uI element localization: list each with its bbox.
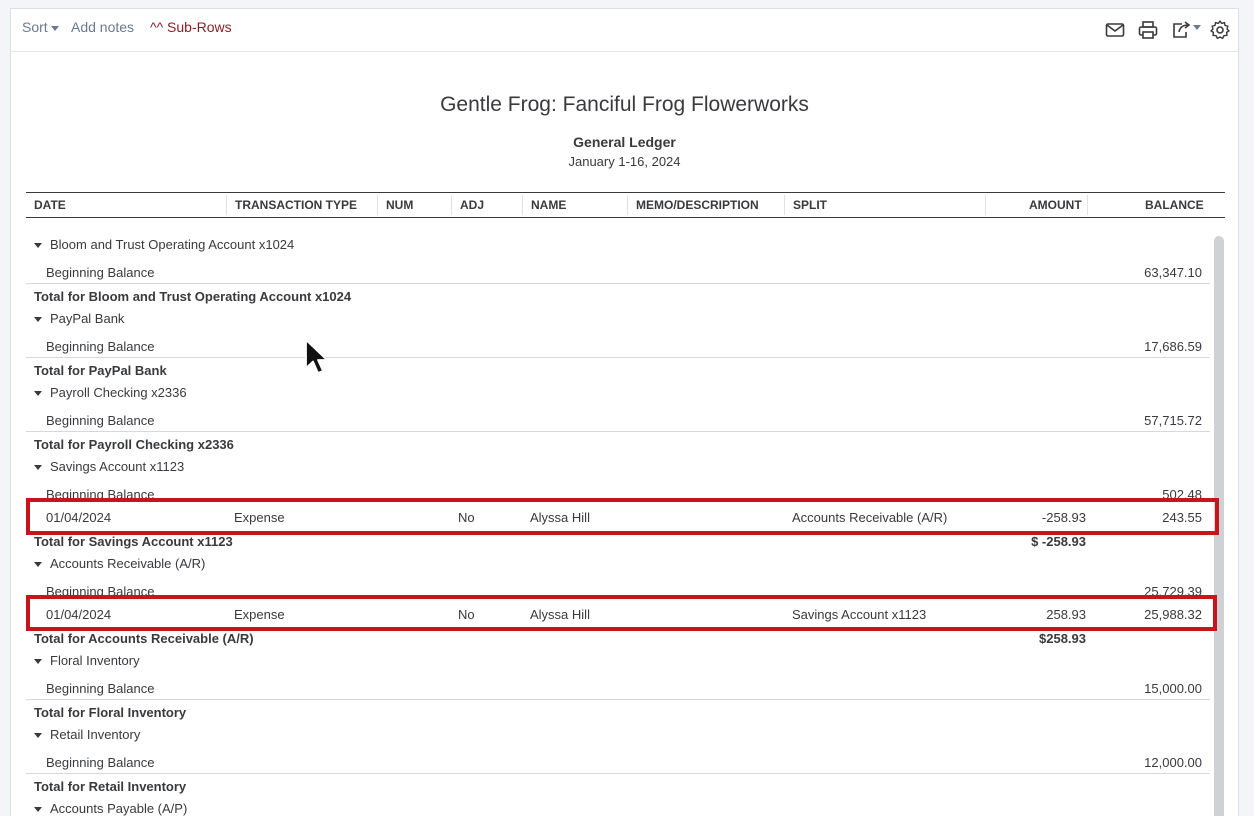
- collapse-caret-icon[interactable]: [34, 317, 42, 322]
- tx-split[interactable]: Savings Account x1123: [792, 607, 927, 622]
- group-label: Retail Inventory: [50, 727, 141, 742]
- balance-cell: 63,347.10: [1144, 265, 1202, 280]
- column-header-row: [26, 192, 1225, 218]
- balance-cell: 15,000.00: [1144, 681, 1202, 696]
- group-label: Payroll Checking x2336: [50, 385, 187, 400]
- export-icon[interactable]: [1170, 19, 1204, 41]
- group-label: Bloom and Trust Operating Account x1024: [50, 237, 295, 252]
- collapse-caret-icon[interactable]: [34, 243, 42, 248]
- row-label: Beginning Balance: [46, 584, 155, 599]
- group-label: Accounts Receivable (A/R): [50, 556, 206, 571]
- tx-date[interactable]: 01/04/2024: [46, 607, 112, 622]
- tx-balance: 243.55: [1162, 510, 1202, 525]
- col-split[interactable]: SPLIT: [793, 198, 828, 212]
- tx-name[interactable]: Alyssa Hill: [530, 607, 590, 622]
- add-notes-button[interactable]: Add notes: [71, 19, 135, 35]
- highlight-box: [26, 498, 1219, 535]
- collapse-caret-icon[interactable]: [34, 391, 42, 396]
- report-date-range: January 1-16, 2024: [568, 154, 681, 169]
- row-divider: [26, 431, 1210, 432]
- total-label: Total for Savings Account x1123: [34, 534, 233, 549]
- group-label: Savings Account x1123: [50, 459, 185, 474]
- email-icon[interactable]: [1104, 19, 1126, 41]
- total-label: Total for Accounts Receivable (A/R): [34, 631, 254, 646]
- col-amount[interactable]: AMOUNT: [1029, 198, 1082, 212]
- col-balance[interactable]: BALANCE: [1145, 198, 1204, 212]
- collapse-caret-icon[interactable]: [34, 562, 42, 567]
- column-divider[interactable]: [451, 195, 452, 215]
- col-adj[interactable]: ADJ: [460, 198, 485, 212]
- total-amount[interactable]: $258.93: [1039, 631, 1086, 646]
- mouse-pointer-icon: [304, 338, 330, 378]
- company-name: Gentle Frog: Fanciful Frog Flowerworks: [440, 93, 809, 116]
- group-label: Floral Inventory: [50, 653, 140, 668]
- report-name: General Ledger: [573, 134, 676, 150]
- tx-amount[interactable]: 258.93: [1046, 607, 1086, 622]
- row-divider: [26, 283, 1210, 284]
- col-transaction-type[interactable]: TRANSACTION TYPE: [235, 198, 358, 212]
- col-memo[interactable]: MEMO/DESCRIPTION: [636, 198, 759, 212]
- group-label: Accounts Payable (A/P): [50, 801, 188, 816]
- tx-type[interactable]: Expense: [234, 510, 285, 525]
- tx-balance: 25,988.32: [1144, 607, 1202, 622]
- column-divider[interactable]: [627, 195, 628, 215]
- total-label: Total for PayPal Bank: [34, 363, 167, 378]
- collapse-caret-icon[interactable]: [34, 659, 42, 664]
- balance-cell: 25,729.39: [1144, 584, 1202, 599]
- tx-split[interactable]: Accounts Receivable (A/R): [792, 510, 948, 525]
- column-divider[interactable]: [226, 195, 227, 215]
- col-name[interactable]: NAME: [531, 198, 567, 212]
- report-frame: [10, 8, 1239, 816]
- total-label: Total for Retail Inventory: [34, 779, 187, 794]
- balance-cell: 57,715.72: [1144, 413, 1202, 428]
- balance-cell: 502.48: [1162, 487, 1202, 502]
- sort-dropdown[interactable]: [22, 19, 59, 35]
- print-icon[interactable]: [1137, 19, 1159, 41]
- tx-type[interactable]: Expense: [234, 607, 285, 622]
- col-num[interactable]: NUM: [386, 198, 414, 212]
- tx-name[interactable]: Alyssa Hill: [530, 510, 590, 525]
- row-label: Beginning Balance: [46, 413, 155, 428]
- total-label: Total for Bloom and Trust Operating Account x1024: [34, 289, 352, 304]
- column-divider[interactable]: [522, 195, 523, 215]
- row-label: Beginning Balance: [46, 755, 155, 770]
- chevron-down-icon: [51, 26, 59, 31]
- column-divider[interactable]: [784, 195, 785, 215]
- row-label: Beginning Balance: [46, 265, 155, 280]
- group-label: PayPal Bank: [50, 311, 125, 326]
- collapse-caret-icon[interactable]: [34, 465, 42, 470]
- total-amount[interactable]: $ -258.93: [1031, 534, 1086, 549]
- tx-date[interactable]: 01/04/2024: [46, 510, 112, 525]
- row-divider: [26, 357, 1210, 358]
- column-divider[interactable]: [377, 195, 378, 215]
- tx-amount[interactable]: -258.93: [1041, 510, 1086, 525]
- balance-cell: 12,000.00: [1144, 755, 1202, 770]
- sort-label: Sort: [22, 19, 48, 35]
- highlight-box: [26, 595, 1217, 631]
- row-label: Beginning Balance: [46, 339, 155, 354]
- col-date[interactable]: DATE: [34, 198, 66, 212]
- row-divider: [26, 773, 1210, 774]
- row-divider: [26, 699, 1210, 700]
- row-label: Beginning Balance: [46, 487, 155, 502]
- collapse-caret-icon[interactable]: [34, 733, 42, 738]
- total-label: Total for Payroll Checking x2336: [34, 437, 234, 452]
- tx-adj: No: [458, 607, 475, 622]
- row-label: Beginning Balance: [46, 681, 155, 696]
- column-divider[interactable]: [985, 195, 986, 215]
- tx-adj: No: [458, 510, 475, 525]
- balance-cell: 17,686.59: [1144, 339, 1202, 354]
- total-label: Total for Floral Inventory: [34, 705, 187, 720]
- gear-icon[interactable]: [1209, 19, 1231, 41]
- report-toolbar: [11, 9, 1238, 52]
- sub-rows-toggle[interactable]: ^^ Sub-Rows: [150, 19, 232, 35]
- collapse-caret-icon[interactable]: [34, 807, 42, 812]
- column-divider[interactable]: [1087, 195, 1088, 215]
